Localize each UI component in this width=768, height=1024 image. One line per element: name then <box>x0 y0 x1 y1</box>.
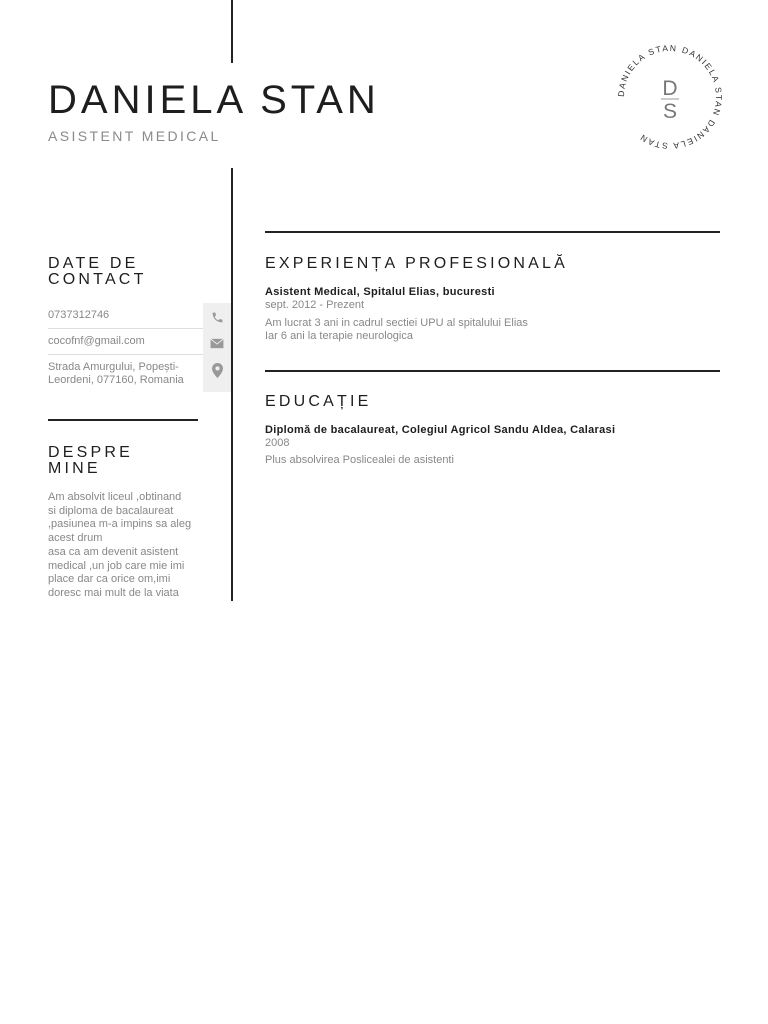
about-line: place dar ca orice om,imi <box>48 573 171 586</box>
experience-top-rule <box>265 231 720 233</box>
monogram-logo <box>607 42 733 152</box>
education-item-title: Diplomă de bacalaureat, Colegiul Agricol Sandu Aldea, Calarasi <box>265 424 616 436</box>
experience-heading: EXPERIENȚA PROFESIONALĂ <box>265 255 568 272</box>
contact-phone[interactable]: 0737312746 <box>48 309 110 321</box>
about-line: ,pasiunea m-a impins sa aleg <box>48 518 192 531</box>
experience-item <box>265 286 720 343</box>
monogram-letter-s: S <box>662 100 678 123</box>
education-top-rule <box>265 370 720 372</box>
education-item-description: Plus absolvirea Poslicealei de asistenti <box>265 454 454 466</box>
about-line: si diploma de bacalaureat <box>48 504 174 517</box>
about-line: medical ,un job care mie imi <box>48 559 185 572</box>
experience-item-description: Am lucrat 3 ani in cadrul sectiei UPU al spitalului Elias Iar 6 ani la terapie neurologica <box>265 317 528 342</box>
education-heading: EDUCAȚIE <box>265 393 372 410</box>
candidate-name: DANIELA STAN <box>48 78 380 122</box>
contact-divider <box>48 354 203 355</box>
top-vertical-rule <box>231 0 233 63</box>
experience-item-period: sept. 2012 - Prezent <box>265 299 365 311</box>
monogram-ring-text: DANIELA STAN DANIELA STAN DANIELA STAN <box>615 42 725 152</box>
about-line: Am absolvit liceul ,obtinand <box>48 491 182 503</box>
about-line: asa ca am devenit asistent <box>48 545 179 558</box>
about-text <box>48 491 218 601</box>
contact-address: Strada Amurgului, Popești- Leordeni, 077160, Romania <box>48 361 184 386</box>
about-line: doresc mai mult de la viata <box>48 586 179 599</box>
location-pin-icon <box>203 357 231 383</box>
education-item <box>265 424 720 467</box>
email-icon <box>203 330 231 356</box>
about-line: acest drum <box>48 532 103 545</box>
sidebar-divider <box>48 419 198 421</box>
about-heading: DESPRE MINE <box>48 444 133 477</box>
phone-icon <box>203 304 231 330</box>
contact-icon-column <box>203 303 231 392</box>
monogram-letter-d: D <box>662 77 678 100</box>
main-vertical-rule <box>231 168 233 601</box>
contact-email[interactable]: cocofnf@gmail.com <box>48 335 145 347</box>
candidate-job-title: ASISTENT MEDICAL <box>48 128 221 144</box>
contact-divider <box>48 328 203 329</box>
experience-item-title: Asistent Medical, Spitalul Elias, bucuresti <box>265 286 495 298</box>
contact-heading: DATE DE CONTACT <box>48 255 147 288</box>
education-item-year: 2008 <box>265 437 290 449</box>
